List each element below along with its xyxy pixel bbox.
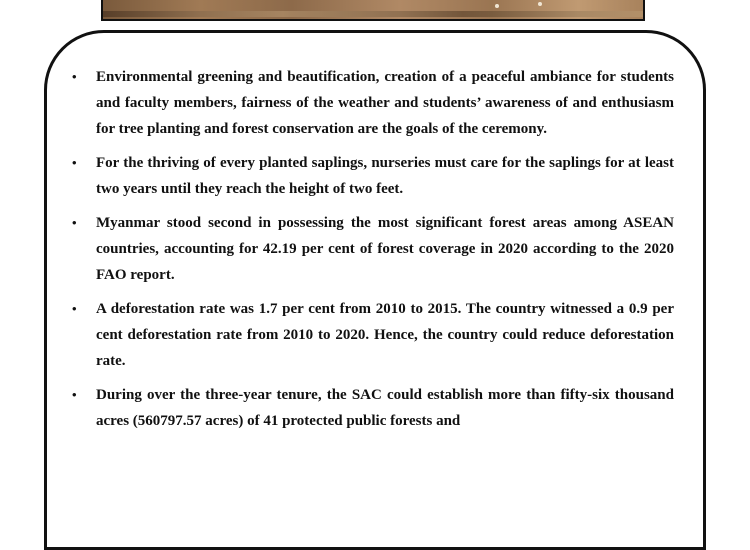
list-item [72, 296, 674, 374]
bullet-icon: • [72, 155, 77, 170]
bullet-list [72, 64, 674, 442]
list-item-text: A deforestation rate was 1.7 per cent from 2010 to 2015. The country witnessed a 0.9 per cent deforestation rate from 2010 to 2020. Hence, the country could reduce deforestation rate. [96, 301, 674, 369]
list-item-text: Myanmar stood second in possessing the most significant forest areas among ASEAN countries, accounting for 42.19 per cent of forest coverage in 2020 according to the 2020 FAO report. [96, 215, 674, 283]
photo-highlight [495, 4, 499, 8]
list-item [72, 210, 674, 288]
list-item [72, 382, 674, 434]
bullet-icon: • [72, 215, 77, 230]
list-item [72, 150, 674, 202]
bullet-icon: • [72, 301, 77, 316]
list-item-text: During over the three-year tenure, the SAC could establish more than fifty-six thousand acres (560797.57 acres) of 41 protected public forests and [96, 387, 674, 429]
bullet-icon: • [72, 69, 77, 84]
bullet-icon: • [72, 387, 77, 402]
list-item-text: Environmental greening and beautification, creation of a peaceful ambiance for students and faculty members, fairness of the weather and students’ awareness of and enthusiasm for tree planting and forest conservation are the goals of the ceremony. [96, 69, 674, 137]
list-item [72, 64, 674, 142]
list-item-text: For the thriving of every planted saplings, nurseries must care for the saplings for at least two years until they reach the height of two feet. [96, 155, 674, 197]
forest-ground-photo [101, 0, 645, 21]
photo-ground-texture [103, 11, 643, 17]
photo-highlight [538, 2, 542, 6]
